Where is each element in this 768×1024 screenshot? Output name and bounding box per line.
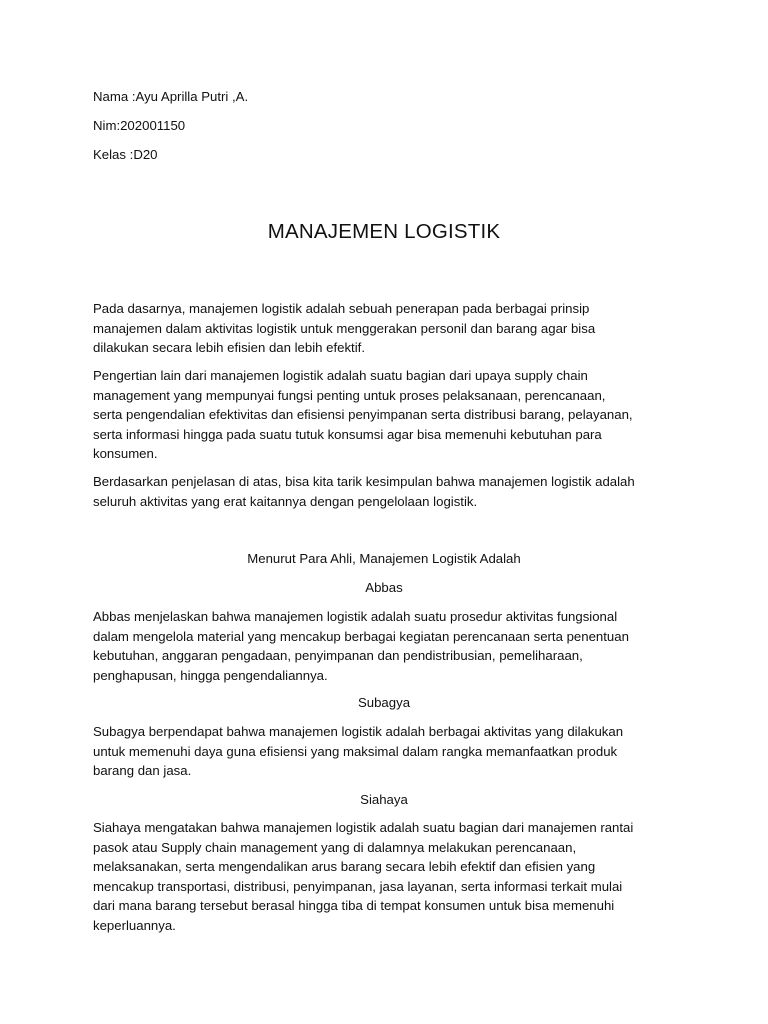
student-name: Nama :Ayu Aprilla Putri ,A.: [93, 89, 249, 104]
text-line: untuk memenuhi daya guna efisiensi yang maksimal dalam rangka memanfaatkan produk: [93, 743, 618, 759]
expert-name-subagya: Subagya: [357, 695, 411, 710]
text-line: kebutuhan, anggaran pengadaan, penyimpanan dan pendistribusian, pemeliharaan,: [93, 648, 583, 663]
text-line: Subagya berpendapat bahwa manajemen logistik adalah berbagai aktivitas yang dilakukan: [93, 724, 624, 739]
intro-paragraph-2: [93, 366, 683, 464]
text-line: melaksanakan, serta mengendalikan arus barang secara lebih efektif dan efisien yang: [93, 859, 596, 874]
text-line: Pengertian lain dari manajemen logistik adalah suatu bagian dari upaya supply chain: [93, 368, 588, 383]
expert-name-abbas: Abbas: [365, 580, 403, 595]
text-line: Berdasarkan penjelasan di atas, bisa kita tarik kesimpulan bahwa manajemen logistik adalah: [93, 474, 635, 489]
text-line: manajemen dalam aktivitas logistik untuk menggerakan personil dan barang agar bisa: [93, 320, 596, 336]
text-line: dalam mengelola material yang mencakup berbagai kegiatan perencanaan serta penentuan: [93, 628, 629, 644]
text-line: pasok atau Supply chain management yang di dalamnya melakukan perencanaan,: [93, 839, 577, 855]
text-line: barang dan jasa.: [93, 763, 192, 778]
student-class: Kelas :D20: [93, 147, 158, 162]
expert-paragraph-siahaya: [93, 818, 683, 935]
student-nim: Nim:202001150: [93, 118, 186, 133]
text-line: dilakukan secara lebih efisien dan lebih efektif.: [93, 340, 365, 355]
document-title: MANAJEMEN LOGISTIK: [267, 220, 501, 243]
text-line: seluruh aktivitas yang erat kaitannya dengan pengelolaan logistik.: [93, 493, 478, 509]
expert-name-siahaya: Siahaya: [360, 792, 408, 807]
text-line: serta pengendalian efektivitas dan efisiensi penyimpanan serta distribusi barang, pelayanan,: [93, 407, 633, 422]
text-line: Abbas menjelaskan bahwa manajemen logistik adalah suatu prosedur aktivitas fungsional: [93, 609, 618, 624]
text-line: keperluannya.: [93, 917, 176, 933]
experts-heading: Menurut Para Ahli, Manajemen Logistik Adalah: [247, 551, 521, 566]
text-line: Pada dasarnya, manajemen logistik adalah sebuah penerapan pada berbagai prinsip: [93, 301, 590, 316]
text-line: serta informasi hingga pada suatu tutuk konsumsi agar bisa memenuhi kebutuhan para: [93, 426, 602, 442]
text-line: konsumen.: [93, 446, 158, 461]
text-line: dari mana barang tersebut berasal hingga tiba di tempat konsumen untuk bisa memenuhi: [93, 898, 615, 913]
intro-paragraph-3: [93, 472, 683, 511]
text-line: management yang mempunyai fungsi penting untuk proses pelaksanaan, perencanaan,: [93, 387, 606, 403]
expert-paragraph-abbas: [93, 607, 683, 685]
text-line: mencakup transportasi, distribusi, penyimpanan, jasa layanan, serta informasi terkait mulai: [93, 878, 623, 894]
intro-paragraph-1: [93, 299, 683, 358]
text-line: penghapusan, hingga pengendaliannya.: [93, 667, 328, 683]
text-line: Siahaya mengatakan bahwa manajemen logistik adalah suatu bagian dari manajemen rantai: [93, 820, 634, 835]
expert-paragraph-subagya: [93, 722, 683, 781]
